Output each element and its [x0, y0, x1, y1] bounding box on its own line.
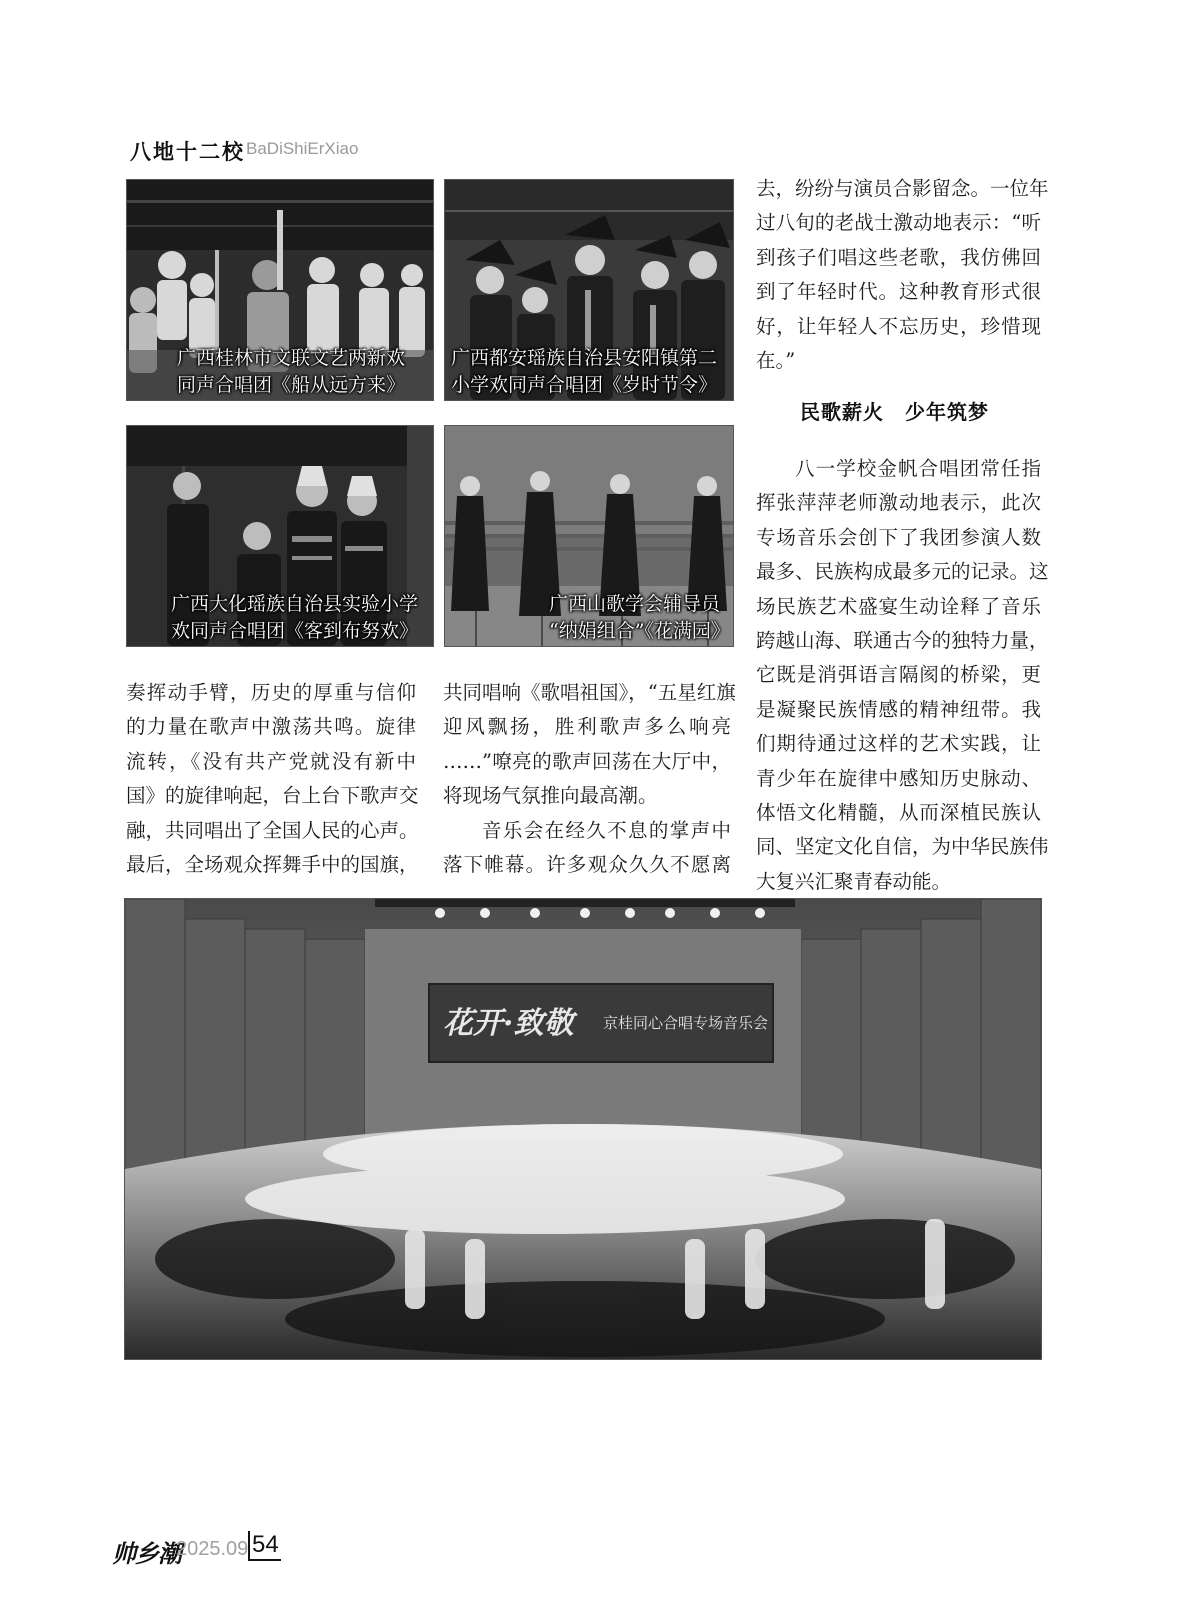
- text-line: ……”嘹亮的歌声回荡在大厅中，: [443, 749, 731, 773]
- text-line: 专场音乐会创下了我团参演人数: [756, 525, 1041, 549]
- text-line: 在。”: [756, 349, 796, 373]
- text-line: 落下帷幕。许多观众久久不愿离: [443, 853, 731, 877]
- text-line: 八一学校金帆合唱团常任指: [795, 457, 1041, 480]
- text-line: 同、坚定文化自信，为中华民族伟: [756, 835, 1049, 859]
- text-line: 去，纷纷与演员合影留念。一位年: [756, 177, 1049, 200]
- banner-subtitle: 京桂同心合唱专场音乐会: [603, 1014, 769, 1032]
- text-line: 到孩子们唱这些老歌，我仿佛回: [756, 245, 1041, 269]
- photo-caption-line: 广西桂林市文联文艺两新欢: [177, 347, 406, 369]
- section-title: 八地十二校: [130, 140, 245, 164]
- text-line: 好，让年轻人不忘历史，珍惜现: [756, 314, 1041, 338]
- article-col3-top: [756, 172, 1049, 378]
- text-line: 流转，《没有共产党就没有新中: [126, 749, 416, 773]
- text-line: 过八旬的老战士激动地表示：“听: [756, 211, 1041, 235]
- photo-caption-line: 广西都安瑶族自治县安阳镇第二: [451, 347, 718, 369]
- text-line: 最多、民族构成最多元的记录。这: [756, 560, 1049, 584]
- text-line: 到了年轻时代。这种教育形式很: [756, 280, 1041, 304]
- text-line: 体悟文化精髓，从而深植民族认: [756, 801, 1041, 825]
- photo-group-image: [125, 899, 1041, 1359]
- text-line: 青少年在旋律中感知历史脉动、: [756, 766, 1041, 790]
- text-line: 们期待通过这样的艺术实践，让: [756, 732, 1041, 756]
- text-line: 迎风飘扬，胜利歌声多么响亮: [443, 715, 731, 739]
- text-line: 将现场气氛推向最高潮。: [443, 784, 658, 808]
- photo-nayuan-group: [444, 425, 734, 647]
- banner-title: 花开·致敬: [443, 1006, 574, 1041]
- photo-caption-line: 广西大化瑶族自治县实验小学: [171, 593, 419, 615]
- photo-guilin-choir: [126, 179, 434, 401]
- photo-caption-line: 广西山歌学会辅导员: [549, 593, 721, 615]
- text-line: 是凝聚民族情感的精神纽带。我: [756, 697, 1041, 721]
- magazine-logo: 帅乡潮: [112, 1539, 181, 1568]
- text-line: 的力量在歌声中激荡共鸣。旋律: [126, 715, 416, 739]
- text-line: 融，共同唱出了全国人民的心声。: [126, 818, 419, 842]
- text-line: 跨越山海、联通古今的独特力量，: [756, 629, 1049, 653]
- page-number: 54: [248, 1531, 281, 1561]
- photo-dahua-choir: [126, 425, 434, 647]
- article-col3-bottom: [756, 452, 1049, 899]
- text-line: 奏挥动手臂，历史的厚重与信仰: [126, 681, 416, 704]
- article-col1: [126, 676, 419, 882]
- article-col2: [443, 676, 736, 882]
- photo-group-concert-hall: [124, 898, 1042, 1360]
- text-line: 场民族艺术盛宴生动诠释了音乐: [756, 594, 1041, 618]
- photo-caption-line: “纳娟组合”《花满园》: [549, 620, 730, 642]
- photo-caption-line: 欢同声合唱团《客到布努欢》: [171, 620, 419, 642]
- text-line: 最后，全场观众挥舞手中的国旗，: [126, 853, 419, 877]
- photo-duan-choir: [444, 179, 734, 401]
- text-line: 音乐会在经久不息的掌声中: [482, 818, 731, 842]
- text-line: 共同唱响《歌唱祖国》，“五星红旗: [443, 681, 736, 704]
- text-line: 国》的旋律响起，台上台下歌声交: [126, 784, 419, 808]
- photo-caption-line: 同声合唱团《船从远方来》: [177, 374, 406, 396]
- text-line: 挥张萍萍老师激动地表示，此次: [756, 491, 1041, 515]
- text-line: 它既是消弭语言隔阂的桥梁，更: [756, 663, 1041, 687]
- photo-caption-line: 小学欢同声合唱团《岁时节令》: [451, 374, 718, 396]
- issue-date: 2025.09: [176, 1538, 249, 1560]
- text-line: 大复兴汇聚青春动能。: [756, 869, 952, 893]
- section-heading: 民歌薪火 少年筑梦: [800, 400, 989, 424]
- section-title-pinyin: BaDiShiErXiao: [246, 139, 359, 158]
